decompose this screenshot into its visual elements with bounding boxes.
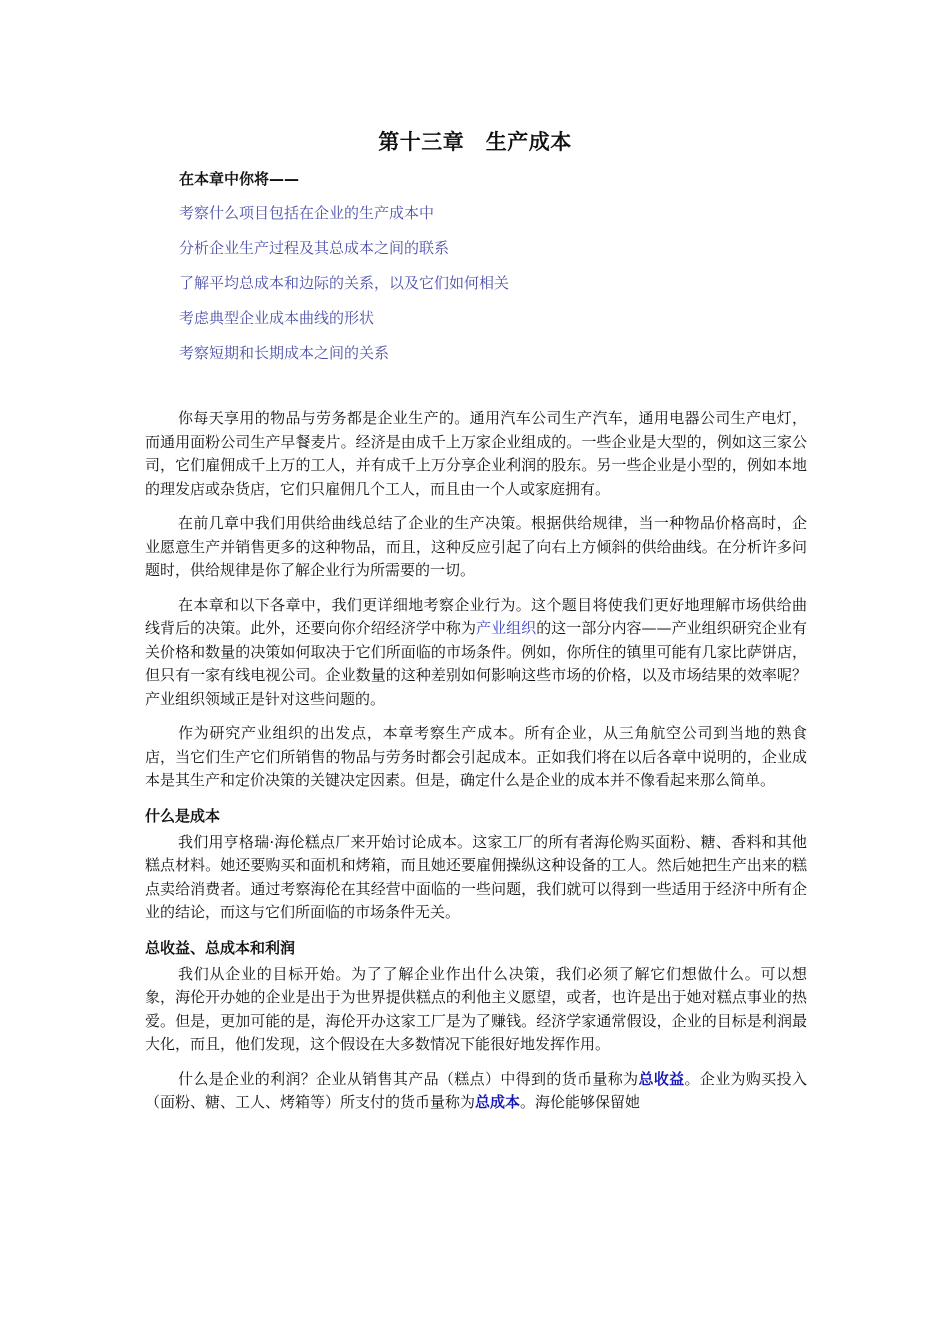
objective-item: 考察什么项目包括在企业的生产成本中 — [179, 204, 435, 222]
objective-item: 分析企业生产过程及其总成本之间的联系 — [179, 239, 450, 257]
term-total-cost[interactable]: 总成本 — [475, 1093, 521, 1111]
text-run: 在本章和以下各章中，我们更详细地考察企业行为。这个题目将使我们更好地理解市场供给曲线背后的决策。此外，还要向你介绍经济学中称为 — [145, 595, 807, 637]
body-text — [145, 407, 807, 1126]
chapter-title: 第十三章 生产成本 — [378, 130, 572, 154]
objective-item: 了解平均总成本和边际的关系，以及它们如何相关 — [179, 274, 510, 292]
paragraph-firms-intro: 你每天享用的物品与劳务都是企业生产的。通用汽车公司生产汽车，通用电器公司生产电灯，而通用面粉公司生产早餐麦片。经济是由成千上万家企业组成的。一些企业是大型的，例如这三家公司，它们雇佣成千上万的工人，并有成千上万分享企业利润的股东。另一些企业是小型的，例如本地的理发店或杂货店，它们只雇佣几个工人，而且由一个人或家庭拥有。 — [145, 409, 807, 498]
objectives-heading: 在本章中你将—— — [179, 170, 300, 188]
text-run: 。企业为购买投入（面粉、糖、工人、烤箱等）所支付的货币量称为 — [145, 1069, 807, 1111]
objective-item: 考虑典型企业成本曲线的形状 — [179, 309, 375, 327]
term-industrial-organization[interactable]: 产业组织 — [476, 619, 537, 637]
term-total-revenue[interactable]: 总收益 — [638, 1069, 685, 1088]
section-heading-what-are-costs: 什么是成本 — [145, 806, 221, 825]
text-run: 的这一部分内容——产业组织研究企业有关价格和数量的决策如何取决于它们所面临的市场条件。例如，你所住的镇里可能有几家比萨饼店，但只有一家有线电视公司。企业数量的这种差别如何影响这些市场的价格，以及市场结果的效率呢？产业组织领域正是针对这些问题的。 — [145, 619, 807, 708]
paragraph-industrial-organization — [145, 594, 807, 712]
objective-item: 考察短期和长期成本之间的关系 — [179, 344, 390, 362]
paragraph-bakery-example: 我们用亨格瑞·海伦糕点厂来开始讨论成本。这家工厂的所有者海伦购买面粉、糖、香料和其他糕点材料。她还要购买和面机和烤箱，而且她还要雇佣操纵这种设备的工人。然后她把生产出来的糕点卖给消费者。通过考察海伦在其经营中面临的一些问题，我们就可以得到一些适用于经济中所有企业的结论，而这与它们所面临的市场条件无关。 — [145, 832, 807, 921]
objectives-list — [179, 202, 509, 377]
paragraph-supply-curve: 在前几章中我们用供给曲线总结了企业的生产决策。根据供给规律，当一种物品价格高时，企业愿意生产并销售更多的这种物品，而且，这种反应引起了向右上方倾斜的供给曲线。在分析许多问题时，供给规律是你了解企业行为所需要的一切。 — [145, 514, 807, 579]
paragraph-firm-goal: 我们从企业的目标开始。为了了解企业作出什么决策，我们必须了解它们想做什么。可以想象，海伦开办她的企业是出于为世界提供糕点的利他主义愿望，或者，也许是出于她对糕点事业的热爱。但是，更加可能的是，海伦开办这家工厂是为了赚钱。经济学家通常假设，企业的目标是利润最大化，而且，他们发现，这个假设在大多数情况下能很好地发挥作用。 — [145, 964, 807, 1053]
paragraph-production-costs: 作为研究产业组织的出发点，本章考察生产成本。所有企业，从三角航空公司到当地的熟食店，当它们生产它们所销售的物品与劳务时都会引起成本。正如我们将在以后各章中说明的，企业成本是其生产和定价决策的关键决定因素。但是，确定什么是企业的成本并不像看起来那么简单。 — [145, 724, 807, 789]
paragraph-profit-definition — [145, 1068, 807, 1115]
text-run: 什么是企业的利润？企业从销售其产品（糕点）中得到的货币量称为 — [178, 1069, 639, 1088]
text-run: 。海伦能够保留她 — [520, 1093, 641, 1111]
section-heading-revenue-cost-profit: 总收益、总成本和利润 — [145, 938, 296, 957]
